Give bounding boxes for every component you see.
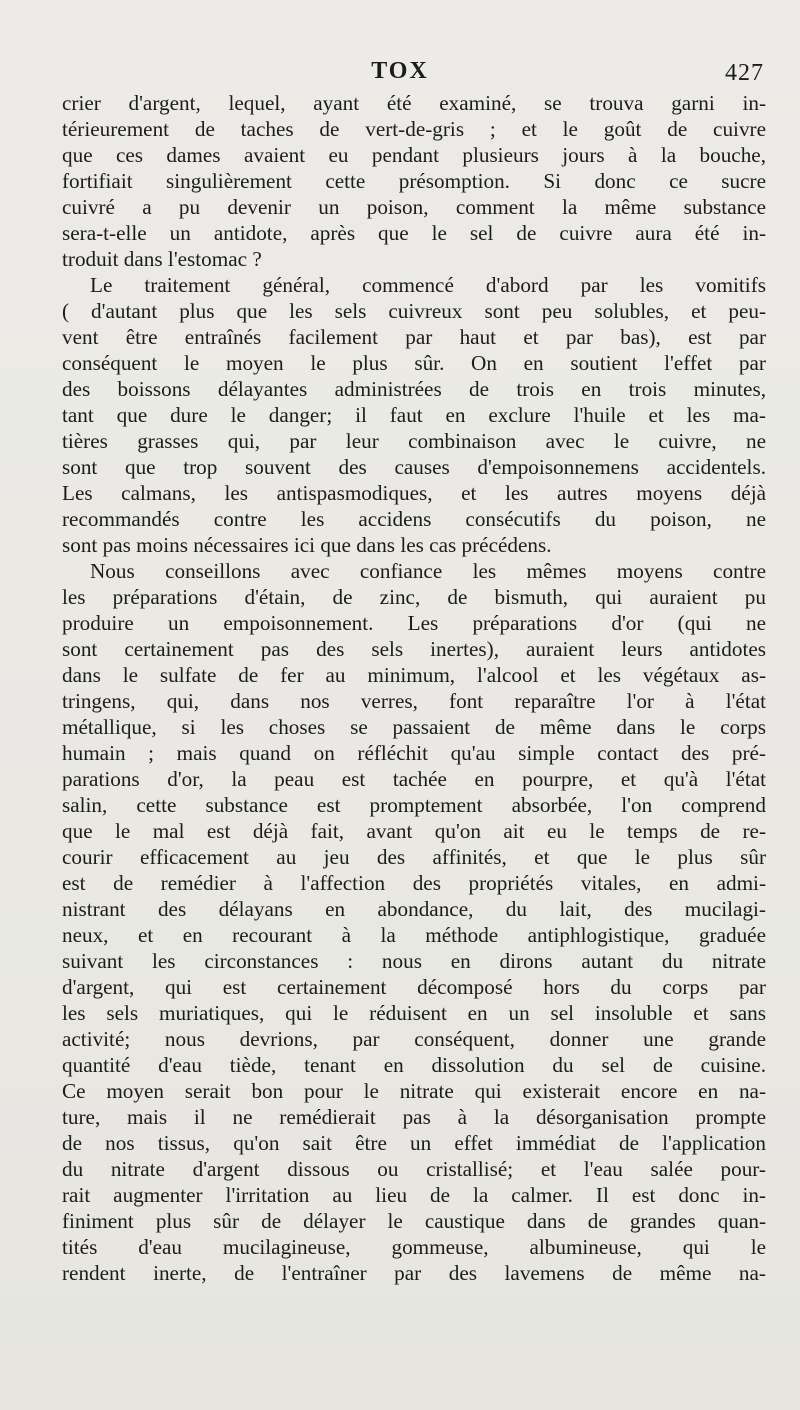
text-line: suivant les circonstances : nous en dirons autant du nitrate bbox=[62, 949, 766, 973]
text-line: courir efficacement au jeu des affinités, et que le plus sûr bbox=[62, 845, 766, 869]
text-line: activité; nous devrions, par conséquent, donner une grande bbox=[62, 1027, 766, 1051]
text-line: neux, et en recourant à la méthode antiphlogistique, graduée bbox=[62, 923, 766, 947]
text-line: crier d'argent, lequel, ayant été examiné, se trouva garni in- bbox=[62, 91, 766, 115]
text-line: tringens, qui, dans nos verres, font reparaître l'or à l'état bbox=[62, 689, 766, 713]
text-line: que le mal est déjà fait, avant qu'on ait eu le temps de re- bbox=[62, 819, 766, 843]
body-text bbox=[62, 90, 766, 1286]
text-line: métallique, si les choses se passaient de même dans le corps bbox=[62, 715, 766, 739]
text-line: nistrant des délayans en abondance, du lait, des mucilagi- bbox=[62, 897, 766, 921]
text-line: Les calmans, les antispasmodiques, et les autres moyens déjà bbox=[62, 481, 766, 505]
text-line: sont certainement pas des sels inertes), auraient leurs antidotes bbox=[62, 637, 766, 661]
text-line: ture, mais il ne remédierait pas à la désorganisation prompte bbox=[62, 1105, 766, 1129]
text-line: Nous conseillons avec confiance les mêmes moyens contre bbox=[90, 559, 766, 583]
text-line: rendent inerte, de l'entraîner par des lavemens de même na- bbox=[62, 1261, 766, 1285]
text-line: fortifiait singulièrement cette présomption. Si donc ce sucre bbox=[62, 169, 766, 193]
text-line: térieurement de taches de vert-de-gris ; et le goût de cuivre bbox=[62, 117, 766, 141]
text-line: tant que dure le danger; il faut en exclure l'huile et les ma- bbox=[62, 403, 766, 427]
text-line: sont que trop souvent des causes d'empoisonnemens accidentels. bbox=[62, 455, 766, 479]
text-line: humain ; mais quand on réfléchit qu'au simple contact des pré- bbox=[62, 741, 766, 765]
text-line: finiment plus sûr de délayer le caustique dans de grandes quan- bbox=[62, 1209, 766, 1233]
text-line: Ce moyen serait bon pour le nitrate qui existerait encore en na- bbox=[62, 1079, 766, 1103]
text-line: des boissons délayantes administrées de trois en trois minutes, bbox=[62, 377, 766, 401]
page-header bbox=[0, 58, 800, 88]
text-line: quantité d'eau tiède, tenant en dissolution du sel de cuisine. bbox=[62, 1053, 766, 1077]
text-line: conséquent le moyen le plus sûr. On en soutient l'effet par bbox=[62, 351, 766, 375]
text-line: les sels muriatiques, qui le réduisent en un sel insoluble et sans bbox=[62, 1001, 766, 1025]
text-line: tités d'eau mucilagineuse, gommeuse, albumineuse, qui le bbox=[62, 1235, 766, 1259]
text-line: tières grasses qui, par leur combinaison avec le cuivre, ne bbox=[62, 429, 766, 453]
page-number: 427 bbox=[725, 60, 764, 86]
running-title: TOX bbox=[371, 58, 429, 84]
text-line: est de remédier à l'affection des propriétés vitales, en admi- bbox=[62, 871, 766, 895]
text-line: du nitrate d'argent dissous ou cristallisé; et l'eau salée pour- bbox=[62, 1157, 766, 1181]
text-line: les préparations d'étain, de zinc, de bismuth, qui auraient pu bbox=[62, 585, 766, 609]
text-line: sera-t-elle un antidote, après que le sel de cuivre aura été in- bbox=[62, 221, 766, 245]
text-line: vent être entraînés facilement par haut et par bas), est par bbox=[62, 325, 766, 349]
text-line: ( d'autant plus que les sels cuivreux sont peu solubles, et peu- bbox=[62, 299, 766, 323]
text-line: rait augmenter l'irritation au lieu de la calmer. Il est donc in- bbox=[62, 1183, 766, 1207]
text-line: sont pas moins nécessaires ici que dans les cas précédens. bbox=[62, 533, 552, 557]
text-line: de nos tissus, qu'on sait être un effet immédiat de l'application bbox=[62, 1131, 766, 1155]
text-line: Le traitement général, commencé d'abord par les vomitifs bbox=[90, 273, 766, 297]
text-line: produire un empoisonnement. Les préparations d'or (qui ne bbox=[62, 611, 766, 635]
text-line: salin, cette substance est promptement absorbée, l'on comprend bbox=[62, 793, 766, 817]
text-line: que ces dames avaient eu pendant plusieurs jours à la bouche, bbox=[62, 143, 766, 167]
text-line: troduit dans l'estomac ? bbox=[62, 247, 262, 271]
text-line: recommandés contre les accidens consécutifs du poison, ne bbox=[62, 507, 766, 531]
text-line: cuivré a pu devenir un poison, comment la même substance bbox=[62, 195, 766, 219]
text-line: dans le sulfate de fer au minimum, l'alcool et les végétaux as- bbox=[62, 663, 766, 687]
text-line: d'argent, qui est certainement décomposé hors du corps par bbox=[62, 975, 766, 999]
text-line: parations d'or, la peau est tachée en pourpre, et qu'à l'état bbox=[62, 767, 766, 791]
